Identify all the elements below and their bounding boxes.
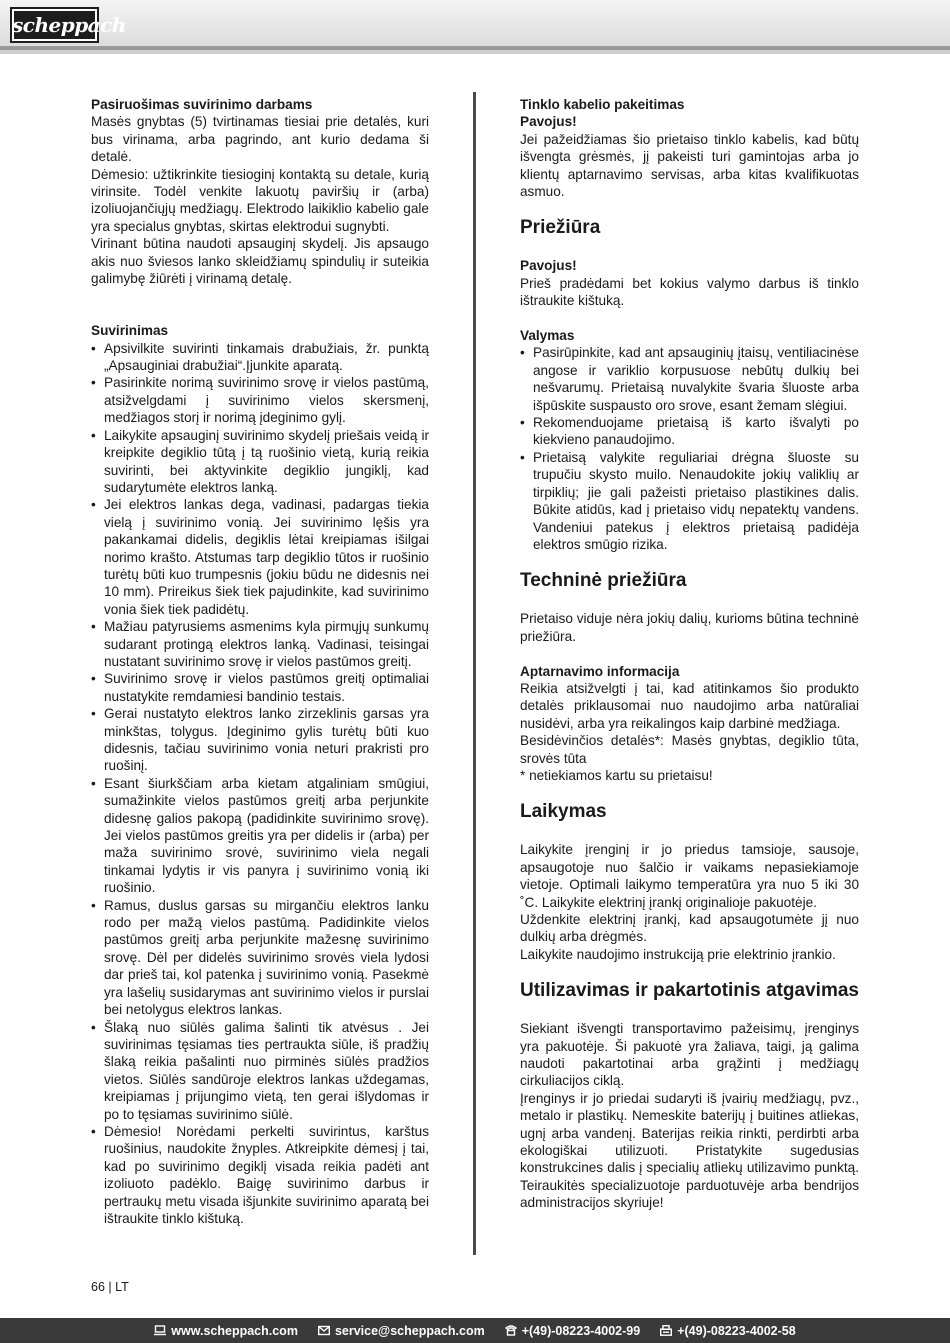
paragraph: Uždenkite elektrinį įrankį, kad apsaugotumėte jį nuo dulkių arba drėgmės. <box>520 912 859 945</box>
paragraph: Prieš pradėdami bet kokius valymo darbus iš tinklo ištraukite kištuką. <box>520 275 859 309</box>
list-item: • Rekomenduojame prietaisą iš karto išvalyti po kiekvieno panaudojimo. <box>520 414 859 449</box>
welding-list <box>91 340 429 1228</box>
phone-text: +(49)-08223-4002-99 <box>521 1323 641 1338</box>
paragraph: Laikykite naudojimo instrukciją prie elektrinio įrankio. <box>520 946 836 962</box>
list-item: • Dėmesio! Norėdami perkelti suvirintus, karštus ruošinius, naudokite žnyples. Atkreipkite dėmesį į tai, kad po suvirinimo degiklį visada reikia padėti ant izoliuoto padėklo. Baigę suvirinimo darbus ir pertraukų metu visada išjunkite suvirinimo aparatą bei ištraukite tinklo kištuką. <box>91 1123 429 1227</box>
paragraph: Įrenginys ir jo priedai sudaryti iš įvairių medžiagų, pvz., metalo ir plastikų. Nemeskite baterijų į buitines atliekas, ugnį arba vandenį. Baterijas reikia rinkti, perdirbti arba ekologiškai utilizuoti. Pristatykite sugedusias konstrukcines dalis į specialių atliekų utilizavimo punktą. Teiraukitės specializuotoje parduotuvėje arba bendrijos administracijos skyriuje! <box>520 1090 859 1211</box>
list-item: • Prietaisą valykite reguliariai drėgna šluoste su trupučiu skysto muilo. Nenaudokite jokių valiklių ar tirpiklių; jie gali pažeisti prietaiso plastikines dalis. Būkite atidūs, kad į prietaiso vidų nepatektų vandens. Vandeniui patekus į elektros prietaisą padidėja elektros smūgio rizika. <box>520 449 859 553</box>
footer-email[interactable] <box>318 1324 485 1338</box>
section-heading-cleaning: Valymas <box>520 328 575 344</box>
list-item: • Mažiau patyrusiems asmenims kyla pirmųjų sunkumų sudarant protingą elektros lanką. Vadinasi, teisingai nustatant suvirinimo srovę ir vielos pastūmos greitį. <box>91 618 429 670</box>
left-column <box>91 96 429 1227</box>
mail-icon <box>318 1325 330 1336</box>
list-item: • Gerai nustatyto elektros lanko zirzeklinis garsas yra minkštas, tolygus. Įdeginimo gylis turėtų būti kuo didesnis, tačiau suvirinimo vonia neturi prakristi pro ruošinį. <box>91 705 429 775</box>
page-footer <box>0 1318 950 1343</box>
fax-icon <box>660 1325 672 1336</box>
section-title-storage: Laikymas <box>520 801 607 823</box>
section-heading-welding: Suvirinimas <box>91 323 169 339</box>
section-title-disposal: Utilizavimas ir pakartotinis atgavimas <box>520 980 859 1002</box>
fax-text: +(49)-08223-4002-58 <box>677 1323 796 1338</box>
paragraph: Siekiant išvengti transportavimo pažeisimų, įrenginys yra pakuotėje. Ši pakuotė yra žaliava, taigi, ją galima naudoti pakartotinai arba grąžinti į medžiagų cirkuliacijos ciklą. <box>520 1021 859 1089</box>
list-item: • Suvirinimo srovę ir vielos pastūmos greitį optimaliai nustatykite remdamiesi bandinio testais. <box>91 670 429 705</box>
footer-website[interactable] <box>154 1324 298 1338</box>
website-text: www.scheppach.com <box>171 1323 298 1338</box>
section-heading-cable: Tinklo kabelio pakeitimas <box>520 97 685 112</box>
computer-icon <box>154 1325 166 1336</box>
footer-phone[interactable] <box>505 1324 641 1338</box>
column-divider <box>473 92 476 1255</box>
paragraph: Reikia atsižvelgti į tai, kad atitinkamos šio produkto detalės priklausomai nuo naudojimo arba natūraliai nusidėvi, arba yra reikalingos kaip darbinė medžiaga. <box>520 680 859 731</box>
section-title-maintenance: Techninė priežiūra <box>520 570 687 592</box>
list-item: • Šlaką nuo siūlės galima šalinti tik atvėsus . Jei suvirinimas tęsiamas ties pertraukta siūle, iš pradžių šlaką reikia pašalinti nuo pirminės siūlės pradžios vietos. Siūlės sandūroje elektros lankas uždegamas, kreipiamas į prijungimo vietą, ten gerai išlydomas ir po to tęsiamas suvirinimo siūlė. <box>91 1019 429 1123</box>
danger-label: Pavojus! <box>520 114 577 130</box>
paragraph: * netiekiamos kartu su prietaisu! <box>520 767 713 783</box>
paragraph: Prietaiso viduje nėra jokių dalių, kurioms būtina techninė priežiūra. <box>520 611 859 644</box>
email-text: service@scheppach.com <box>334 1323 485 1338</box>
scheppach-logo: scheppach <box>10 7 99 43</box>
paragraph: Jei pažeidžiamas šio prietaiso tinklo kabelis, kad būtų išvengta grėsmės, jį pakeisti turi gamintojas arba jo klientų aptarnavimo servisas, arba kitas kvalifikuotas asmuo. <box>520 131 859 200</box>
paragraph: Dėmesio: užtikrinkite tiesioginį kontaktą su detale, kurią virinsite. Todėl venkite lakuotų paviršių ir (arba) izoliuojančiųjų medžiagų. Elektrodo laikiklio kabelio gale yra specialus gnybtas, skirtas elektrodui sugnybti. <box>91 166 429 234</box>
section-heading-welding-prep: Pasiruošimas suvirinimo darbams <box>91 97 313 112</box>
list-item: • Esant šiurkščiam arba kietam atgaliniam smūgiui, sumažinkite vielos pastūmos greitį arba perjunkite didesnę galios pakopą (padidinkite suvirinimo srovę). Jei vielos pastūmos greitis yra per didelis ir (arba) per maža suvirinimo srovė, suvirinimo viela negali tinkamai lydytis ir vis panyra į suvirinimo vonią iki ruošinio. <box>91 775 429 897</box>
right-column <box>520 96 859 1212</box>
paragraph: Virinant būtina naudoti apsauginį skydelį. Jis apsaugo akis nuo šviesos lanko skleidžiamų spindulių ir suteikia galimybę žiūrėti į virinamą detalę. <box>91 236 429 287</box>
phone-icon <box>505 1325 517 1336</box>
list-item: • Pasirūpinkite, kad ant apsauginių įtaisų, ventiliacinėse angose ir variklio korpusuose nebūtų dulkių bei nešvarumų. Prietaisą nuvalykite švaria šluoste arba išpūskite suspausto oro srove, esant žemam slėgiui. <box>520 344 859 414</box>
section-heading-service: Aptarnavimo informacija <box>520 663 680 679</box>
page-header <box>0 0 950 50</box>
danger-label: Pavojus! <box>520 258 577 274</box>
cleaning-list <box>520 344 859 553</box>
paragraph: Laikykite įrenginį ir jo priedus tamsioje, sausoje, apsaugotoje nuo šalčio ir vaikams nepasiekiamoje vietoje. Optimali laikymo temperatūra yra nuo 5 iki 30 ˚C. Laikykite elektrinį įrankį originalioje pakuotėje. <box>520 842 859 910</box>
list-item: • Pasirinkite norimą suvirinimo srovę ir vielos pastūmą, atsižvelgdami į suvirinimo vielos skersmenį, medžiagos storį ir norimą įdeginimo gylį. <box>91 374 429 426</box>
paragraph: Besidėvinčios detalės*: Masės gnybtas, degiklio tūta, srovės tūta <box>520 733 859 766</box>
list-item: • Jei elektros lankas dega, vadinasi, padargas tiekia vielą į suvirinimo vonią. Jei suvirinimo lęšis yra pakankamai didelis, degiklis lėtai kreipiamas išilgai norimo krašto. Atstumas tarp degiklio tūtos ir ruošinio turėtų būti kuo trumpesnis (jokiu būdu ne didesnis nei 10 mm). Prireikus šiek tiek pajudinkite, kad suvirinimo vonia šiek tiek padidėtų. <box>91 496 429 618</box>
section-title-care: Priežiūra <box>520 217 601 239</box>
list-item: • Laikykite apsauginį suvirinimo skydelį priešais veidą ir kreipkite degiklio tūtą į tą ruošinio vietą, kurią reikia suvirinti, bei aktyvinkite degiklio jungiklį, kad sudarytumėte elektros lanką. <box>91 427 429 497</box>
list-item: • Apsivilkite suvirinti tinkamais drabužiais, žr. punktą „Apsauginiai drabužiai“.Įjunkite aparatą. <box>91 340 429 375</box>
paragraph: Masės gnybtas (5) tvirtinamas tiesiai prie detalės, kuri bus virinama, arba pagrindo, ant kurio dedama ši detalė. <box>91 114 429 165</box>
page-number: 66 | LT <box>91 1280 129 1294</box>
footer-fax[interactable] <box>660 1324 796 1338</box>
list-item: • Ramus, duslus garsas su mirgančiu elektros lanku rodo per mažą vielos pastūmą. Padidinkite vielos pastūmos greitį arba perjunkite mažesnę suvirinimo srovę. Dėl per didelės suvirinimo srovės viela lydosi dar prieš tai, kol patenka į suvirinimo vonią. Pasekmė yra lašelių susidarymas ant suvirinimo vielos ir purslai bei netolygus elektros lankas. <box>91 897 429 1019</box>
